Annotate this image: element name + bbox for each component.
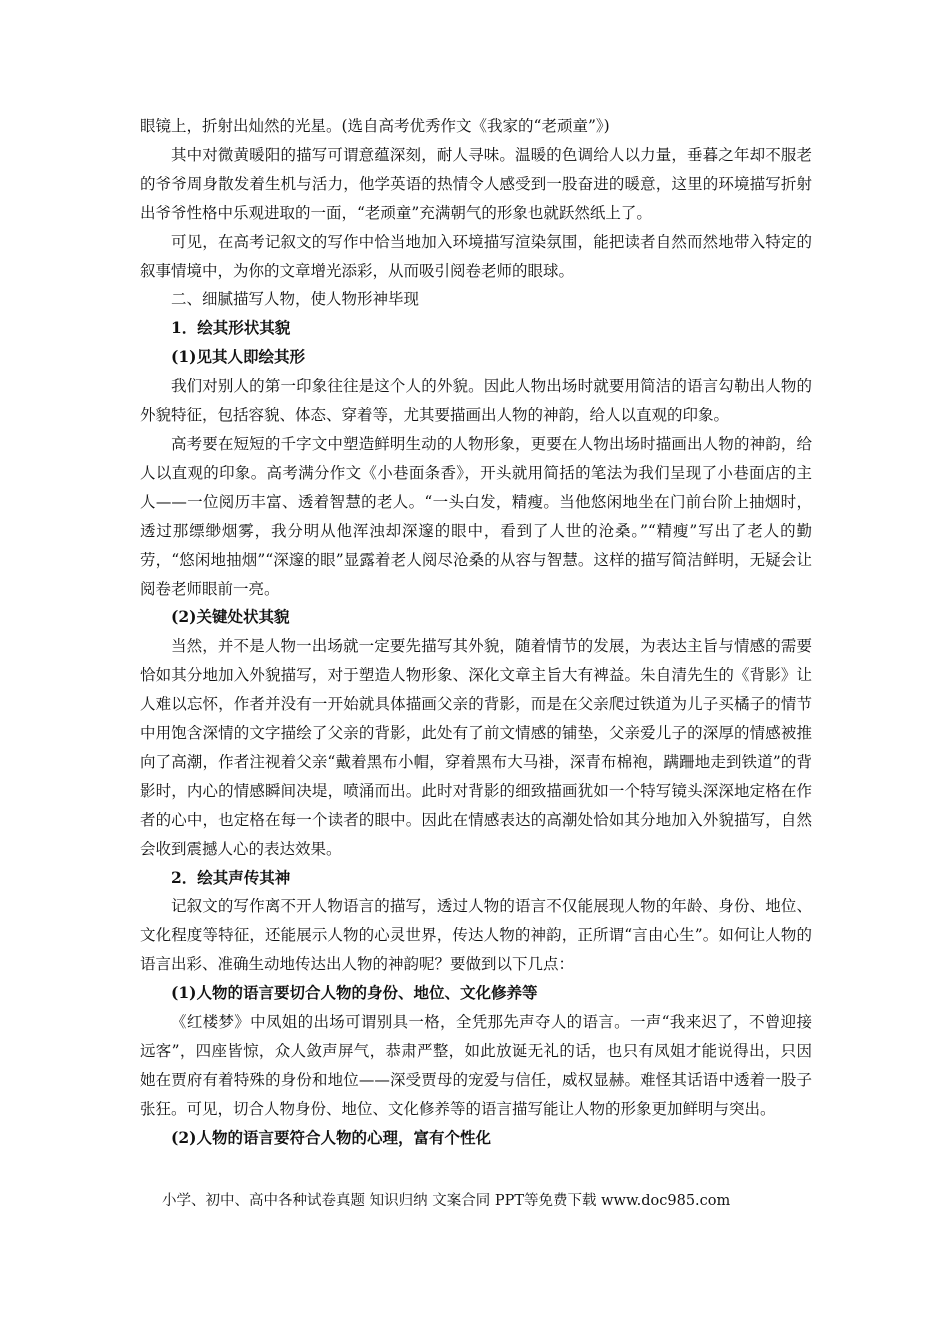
paragraph-example-beiying: 当然，并不是人物一出场就一定要先描写其外貌，随着情节的发展，为表达主旨与情感的需要恰如其分地加入外貌描写，对于塑造人物形象、深化文章主旨大有裨益。朱自清先生的《背影》让人难以忘怀，作者并没有一开始就具体描画父亲的背影，而是在父亲爬过铁道为儿子买橘子的情节中用饱含深情的文字描绘了父亲的背影，此处有了前文情感的铺垫，父亲爱儿子的深厚的情感被推向了高潮，作者注视着父亲“戴着黑布小帽，穿着黑布大马褂，深青布棉袍，蹒跚地走到铁道”的背影时，内心的情感瞬间决堤，喷涌而出。此时对背影的细致描画犹如一个特写镜头深深地定格在作者的心中，也定格在每一个读者的眼中。因此在情感表达的高潮处恰如其分地加入外貌描写，自然会收到震撼人心的表达效果。 <box>140 637 812 858</box>
paragraph-example-fengjie: 《红楼梦》中凤姐的出场可谓别具一格，全凭那先声夺人的语言。一声“我来迟了，不曾迎接远客”，四座皆惊，众人敛声屏气，恭肃严整，如此放诞无礼的话，也只有凤姐才能说得出，只因她在贾府有着特殊的身份和地位——深受贾母的宠爱与信任，威权显赫。难怪其话语中透着一股子张狂。可见，切合人物身份、地位、文化修养等的语言描写能让人物的形象更加鲜明与突出。 <box>140 1013 812 1118</box>
paragraph-continuation: 眼镜上，折射出灿然的光星。(选自高考优秀作文《我家的“老顽童”》) <box>140 117 610 135</box>
paragraph-conclusion: 可见，在高考记叙文的写作中恰当地加入环境描写渲染氛围，能把读者自然而然地带入特定的叙事情境中，为你的文章增光添彩，从而吸引阅卷老师的眼球。 <box>140 232 812 280</box>
page-footer: 小学、初中、高中各种试卷真题 知识归纳 文案合同 PPT等免费下载 www.doc985.com <box>162 1193 731 1209</box>
subheading-1: 1．绘其形状其貌 <box>171 318 291 338</box>
section-heading: 二、细腻描写人物，使人物形神毕现 <box>171 290 420 309</box>
subheading-2: 2．绘其声传其神 <box>171 867 291 887</box>
paragraph-example-noodle: 高考要在短短的千字文中塑造鲜明生动的人物形象，更要在人物出场时描画出人物的神韵，给人以直观的印象。高考满分作文《小巷面条香》，开头就用简括的笔法为我们呈现了小巷面店的主人——一位阅历丰富、透着智慧的老人。“一头白发，精瘦。当他悠闲地坐在门前台阶上抽烟时，透过那缥缈烟雾，我分明从他浑浊却深邃的眼中，看到了人世的沧桑。”“精瘦”写出了老人的勤劳，“悠闲地抽烟”“深邃的眼”显露着老人阅尽沧桑的从容与智慧。这样的描写简洁鲜明，无疑会让阅卷老师眼前一亮。 <box>140 434 812 598</box>
paragraph-analysis: 其中对微黄暖阳的描写可谓意蕴深刻，耐人寻味。温暖的色调给人以力量，垂暮之年却不服老的爷爷周身散发着生机与活力，他学英语的热情令人感受到一股奋进的暖意，这里的环境描写折射出爷爷性格中乐观进取的一面，“老顽童”充满朝气的形象也就跃然纸上了。 <box>140 145 812 222</box>
subheading-2-1: (1)人物的语言要切合人物的身份、地位、文化修养等 <box>171 983 538 1003</box>
article-body <box>140 112 812 1153</box>
paragraph-first-impression: 我们对别人的第一印象往往是这个人的外貌。因此人物出场时就要用简洁的语言勾勒出人物的外貌特征，包括容貌、体态、穿着等，尤其要描画出人物的神韵，给人以直观的印象。 <box>140 377 812 425</box>
subheading-2-2: (2)人物的语言要符合人物的心理，富有个性化 <box>171 1127 491 1147</box>
paragraph-language: 记叙文的写作离不开人物语言的描写，透过人物的语言不仅能展现人物的年龄、身份、地位、文化程度等特征，还能展示人物的心灵世界，传达人物的神韵，正所谓“言由心生”。如何让人物的语言出彩、准确生动地传达出人物的神韵呢？要做到以下几点： <box>140 897 812 974</box>
subheading-1-1: (1)见其人即绘其形 <box>171 347 305 367</box>
subheading-1-2: (2)关键处状其貌 <box>171 607 290 627</box>
